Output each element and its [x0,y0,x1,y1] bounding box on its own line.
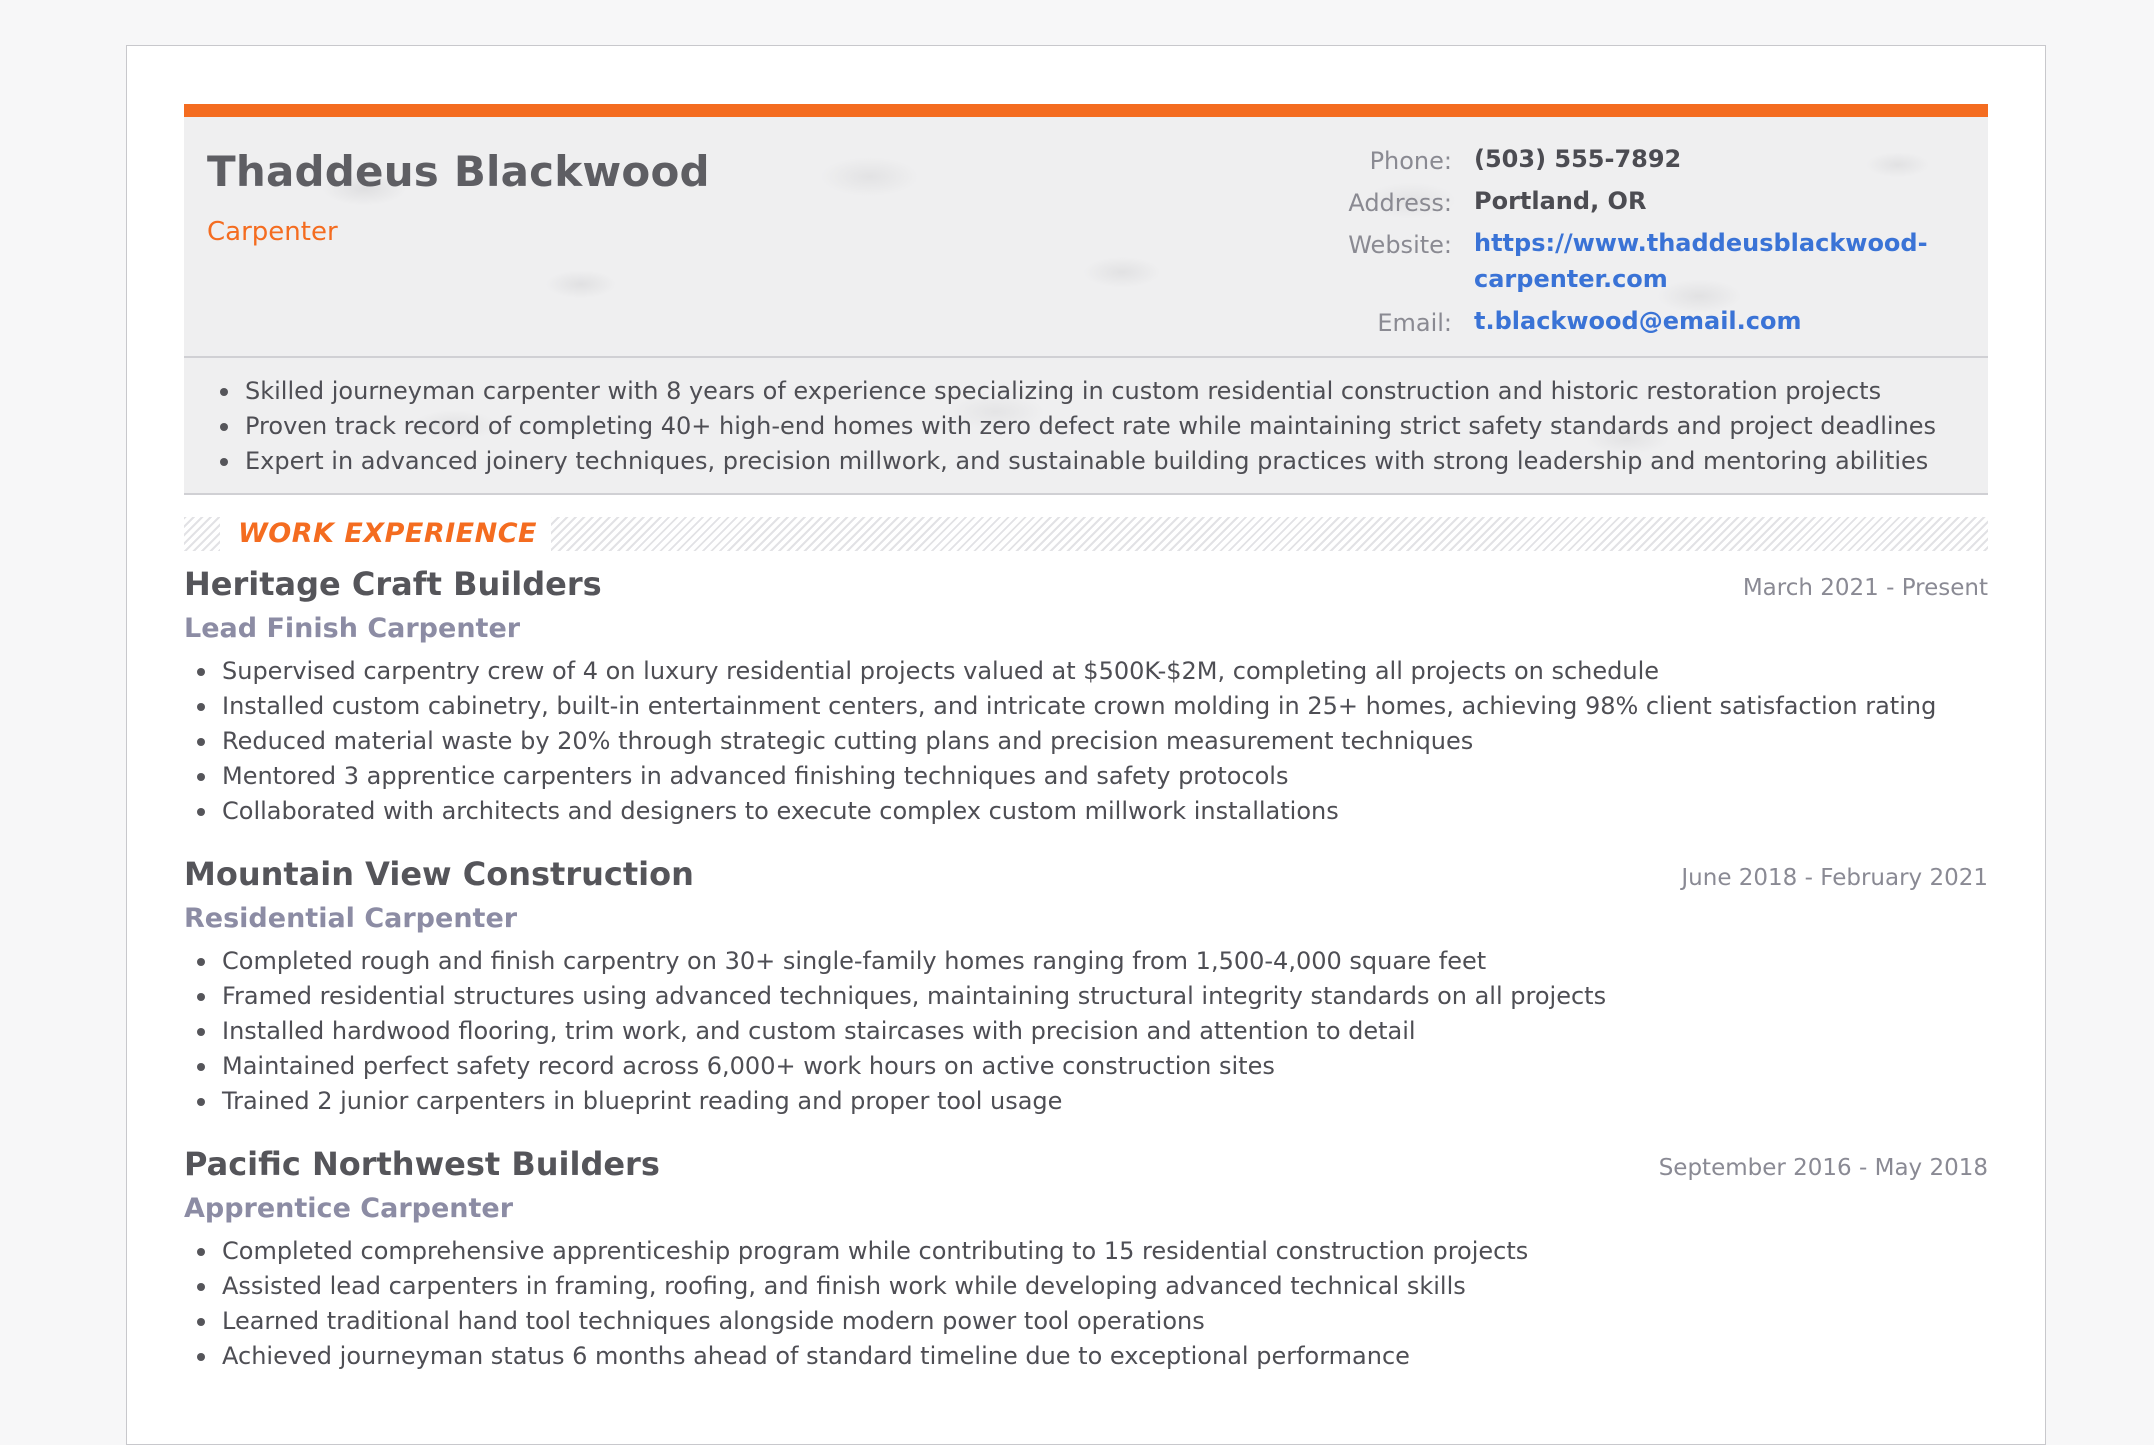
summary-section [184,358,1988,495]
job-bullet: Mentored 3 apprentice carpenters in advanced finishing techniques and safety protocols [197,759,1988,794]
job-dates: June 2018 - February 2021 [1681,865,1988,891]
job-bullets [184,944,1988,1119]
accent-bar [184,104,1988,117]
job-bullet: Installed hardwood flooring, trim work, and custom staircases with precision and attention to detail [197,1014,1988,1049]
candidate-role: Carpenter [207,217,338,247]
phone-value: (503) 555-7892 [1474,145,1682,173]
job-bullet: Maintained perfect safety record across 6,000+ work hours on active construction sites [197,1049,1988,1084]
resume-content [184,104,1988,1374]
job-bullet: Achieved journeyman status 6 months ahead of standard timeline due to exceptional performance [197,1339,1988,1374]
job-entry [184,855,1988,1119]
summary-list [220,374,1958,479]
job-header [184,1145,1988,1183]
job-bullet: Trained 2 junior carpenters in blueprint reading and proper tool usage [197,1084,1988,1119]
website-link-line-1: https://www.thaddeusblackwood- [1474,229,1928,257]
job-bullets [184,654,1988,829]
summary-item: Skilled journeyman carpenter with 8 years of experience specializing in custom residential construction and historic restoration projects [220,374,1958,409]
job-entry [184,565,1988,829]
company-name: Pacific Northwest Builders [184,1145,660,1183]
website-link[interactable] [1474,225,1928,297]
resume-page [126,45,2046,1445]
job-bullet: Learned traditional hand tool techniques alongside modern power tool operations [197,1304,1988,1339]
contact-row-phone [1244,147,1974,177]
company-name: Mountain View Construction [184,855,694,893]
job-header [184,565,1988,603]
job-position: Residential Carpenter [184,903,518,934]
work-experience-heading [184,517,1988,551]
email-link[interactable]: t.blackwood@email.com [1474,307,1802,335]
job-position: Apprentice Carpenter [184,1193,514,1224]
job-header [184,855,1988,893]
job-bullet: Completed comprehensive apprenticeship program while contributing to 15 residential construction projects [197,1234,1988,1269]
job-position: Lead Finish Carpenter [184,613,521,644]
job-bullet: Installed custom cabinetry, built-in entertainment centers, and intricate crown molding in 25+ homes, achieving 98% client satisfaction rating [197,689,1988,724]
contact-row-email [1244,309,1974,339]
job-bullets [184,1234,1988,1374]
job-bullet: Supervised carpentry crew of 4 on luxury residential projects valued at $500K-$2M, completing all projects on schedule [197,654,1988,689]
summary-item: Expert in advanced joinery techniques, precision millwork, and sustainable building practices with strong leadership and mentoring abilities [220,444,1958,479]
job-dates: September 2016 - May 2018 [1658,1155,1988,1181]
phone-label: Phone: [1369,147,1452,175]
contact-row-address [1244,189,1974,219]
job-bullet: Framed residential structures using advanced techniques, maintaining structural integrity standards on all projects [197,979,1988,1014]
company-name: Heritage Craft Builders [184,565,602,603]
job-bullet: Reduced material waste by 20% through strategic cutting plans and precision measurement techniques [197,724,1988,759]
contact-info [1244,147,1974,351]
job-dates: March 2021 - Present [1742,575,1988,601]
section-title: WORK EXPERIENCE [220,517,551,551]
email-label: Email: [1377,309,1452,337]
address-label: Address: [1348,189,1452,217]
summary-item: Proven track record of completing 40+ high-end homes with zero defect rate while maintaining strict safety standards and project deadlines [220,409,1958,444]
job-bullet: Assisted lead carpenters in framing, roofing, and finish work while developing advanced technical skills [197,1269,1988,1304]
contact-row-website [1244,231,1974,297]
website-label: Website: [1348,231,1452,259]
website-link-line-2: carpenter.com [1474,265,1668,293]
resume-header [184,117,1988,358]
candidate-name: Thaddeus Blackwood [207,147,710,196]
job-bullet: Completed rough and finish carpentry on 30+ single-family homes ranging from 1,500-4,000 square feet [197,944,1988,979]
job-bullet: Collaborated with architects and designers to execute complex custom millwork installations [197,794,1988,829]
job-entry [184,1145,1988,1374]
address-value: Portland, OR [1474,187,1647,215]
